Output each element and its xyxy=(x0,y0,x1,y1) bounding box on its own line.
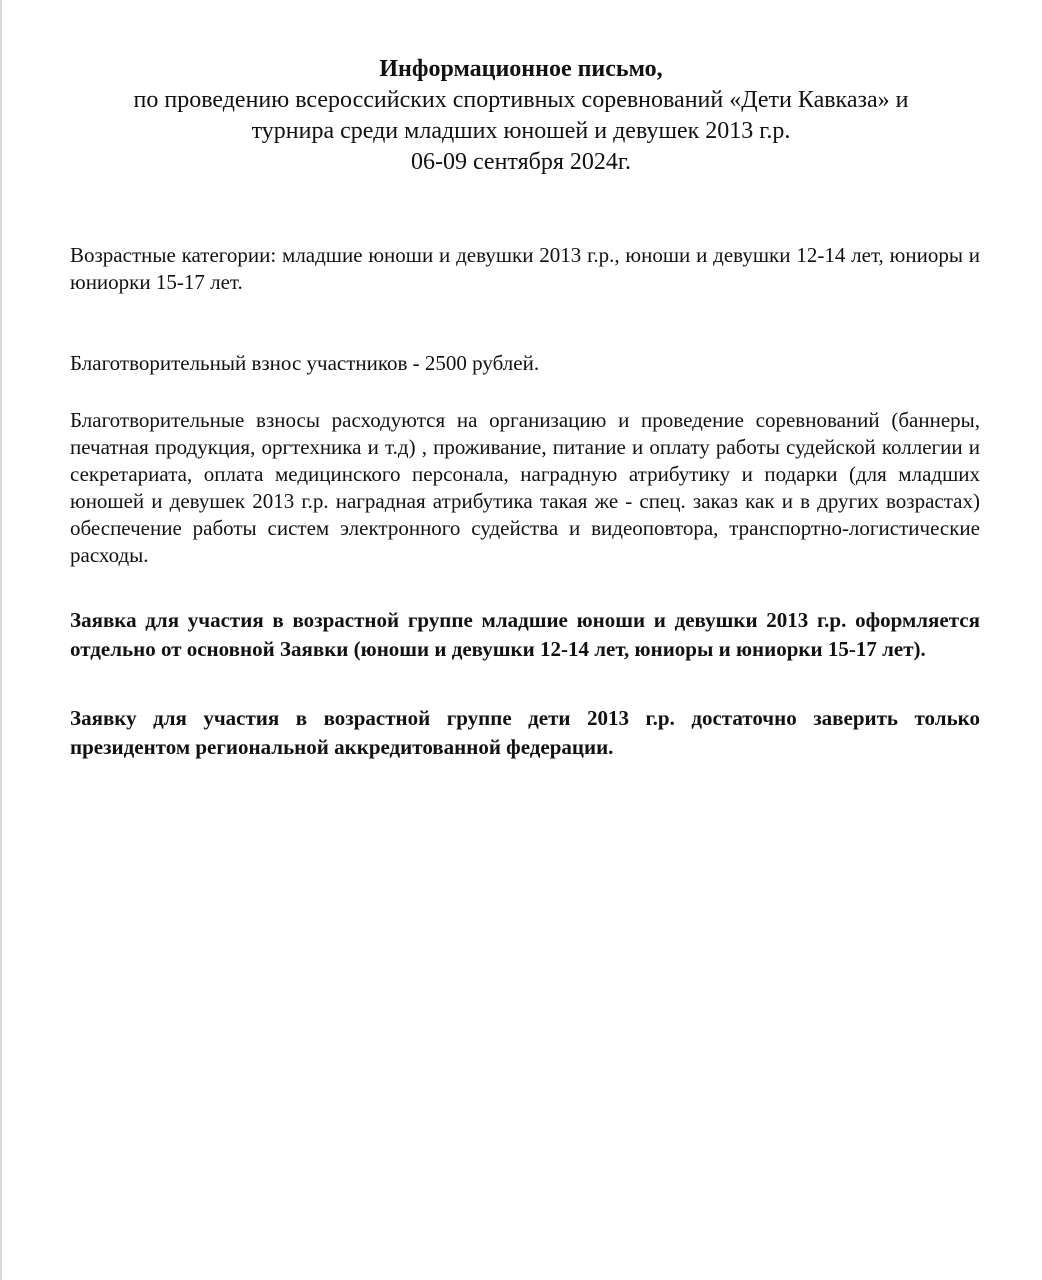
letter-subtitle-line-2: турнира среди младших юношей и девушек 2013 г.р. xyxy=(251,118,791,144)
letter-title: Информационное письмо, xyxy=(379,56,663,82)
age-categories-paragraph: Возрастные категории: младшие юноши и девушки 2013 г.р., юноши и девушки 12-14 лет, юниоры и юниорки 15-17 лет. xyxy=(70,243,980,294)
fee-usage-paragraph: Благотворительные взносы расходуются на организацию и проведение соревнований (баннеры, печатная продукция, оргтехника и т.д) , проживание, питание и оплату работы судейской коллегии и секретариата, оплата медицинского персонала, наградную атрибутику и подарки (для младших юношей и девушек 2013 г.р. наградная атрибутика такая же - спец. заказ как и в других возрастах) обеспечение работы систем электронного судейства и видеоповтора, транспортно-логистические расходы. xyxy=(70,408,980,567)
application-separate-paragraph: Заявка для участия в возрастной группе младшие юноши и девушки 2013 г.р. оформляется отдельно от основной Заявки (юноши и девушки 12-14 лет, юниоры и юниорки 15-17 лет). xyxy=(70,608,980,661)
letter-subtitle-line-1: по проведению всероссийских спортивных соревнований «Дети Кавказа» и xyxy=(133,87,909,113)
letter-date: 06-09 сентября 2024г. xyxy=(410,149,632,175)
page-edge xyxy=(0,0,2,1280)
letter-header xyxy=(0,54,1042,178)
fee-paragraph: Благотворительный взнос участников - 2500 рублей. xyxy=(70,351,540,375)
application-certify-paragraph: Заявку для участия в возрастной группе дети 2013 г.р. достаточно заверить только президентом региональной аккредитованной федерации. xyxy=(70,706,980,759)
